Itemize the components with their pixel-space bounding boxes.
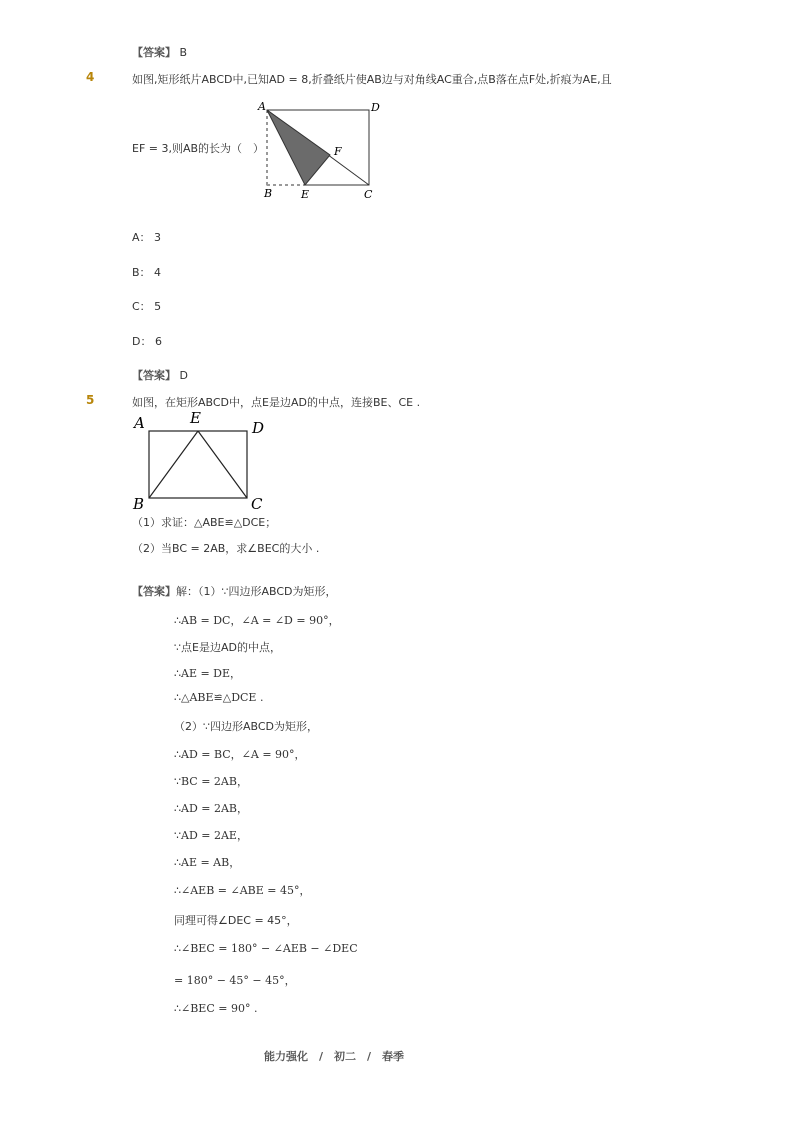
solution-line-12: ∴∠AEB = ∠ABE = 45°， xyxy=(174,884,311,897)
solution-line-10: ∵AD = 2AE， xyxy=(174,829,248,842)
q5-figure xyxy=(128,408,278,514)
segment-ce xyxy=(198,431,247,498)
label-b: B xyxy=(133,495,145,513)
question-number-5: 5 xyxy=(86,393,95,407)
q5-part1: （1）求证：△ABE≌△DCE； xyxy=(132,516,277,529)
option-d: D： 6 xyxy=(132,335,162,348)
q4-stem-continued: EF = 3,则AB的长为（ ） xyxy=(132,142,265,155)
label-e: E xyxy=(301,188,310,201)
solution-line-5: ∴△ABE≌△DCE . xyxy=(174,691,264,704)
option-c: C： 5 xyxy=(132,300,162,313)
label-e: E xyxy=(190,409,201,427)
label-d: D xyxy=(252,419,265,437)
option-a: A： 3 xyxy=(132,231,162,244)
solution-line-15: = 180° − 45° − 45°， xyxy=(174,974,296,987)
segment-be xyxy=(149,431,198,498)
solution-line-13: 同理可得∠DEC = 45°， xyxy=(174,914,298,927)
q3-answer xyxy=(132,44,187,60)
solution-line-1: 解：（1）∵四边形ABCD为矩形， xyxy=(176,585,337,598)
solution-line-9: ∴AD = 2AB， xyxy=(174,802,248,815)
q5-answer-tag: 【答案】 xyxy=(132,585,176,598)
solution-line-16: ∴∠BEC = 90° . xyxy=(174,1002,258,1015)
label-c: C xyxy=(364,188,373,201)
label-a: A xyxy=(134,414,145,432)
label-d: D xyxy=(371,101,380,114)
answer-tag: 【答案】 xyxy=(132,369,176,382)
answer-value: B xyxy=(179,46,188,59)
option-b: B： 4 xyxy=(132,266,162,279)
solution-line-8: ∵BC = 2AB， xyxy=(174,775,248,788)
label-a: A xyxy=(258,100,266,113)
q5-part2: （2）当BC = 2AB，求∠BEC的大小 . xyxy=(132,542,320,555)
solution-line-4: ∴AE = DE， xyxy=(174,667,242,680)
answer-value: D xyxy=(179,369,188,382)
label-f: F xyxy=(334,145,342,158)
q5-stem: 如图，在矩形ABCD中，点E是边AD的中点，连接BE、CE . xyxy=(132,396,421,409)
label-b: B xyxy=(264,187,273,200)
folded-triangle xyxy=(267,110,330,185)
rectangle-abcd xyxy=(149,431,247,498)
solution-line-2: ∴AB = DC，∠A = ∠D = 90°， xyxy=(174,614,340,627)
solution-line-3: ∵点E是边AD的中点， xyxy=(174,641,281,654)
page-footer: 能力强化 / 初二 / 春季 xyxy=(264,1050,405,1063)
answer-tag: 【答案】 xyxy=(132,46,176,59)
solution-line-7: ∴AD = BC，∠A = 90°， xyxy=(174,748,306,761)
solution-line-14: ∴∠BEC = 180° − ∠AEB − ∠DEC xyxy=(174,942,358,955)
solution-line-11: ∴AE = AB， xyxy=(174,856,241,869)
label-c: C xyxy=(251,495,263,513)
q4-answer xyxy=(132,367,188,383)
q4-stem: 如图,矩形纸片ABCD中,已知AD = 8,折叠纸片使AB边与对角线AC重合,点B落在点F处,折痕为AE,且 xyxy=(132,73,612,86)
q4-figure xyxy=(255,98,385,202)
question-number-4: 4 xyxy=(86,70,95,84)
solution-line-6: （2）∵四边形ABCD为矩形， xyxy=(174,720,319,733)
